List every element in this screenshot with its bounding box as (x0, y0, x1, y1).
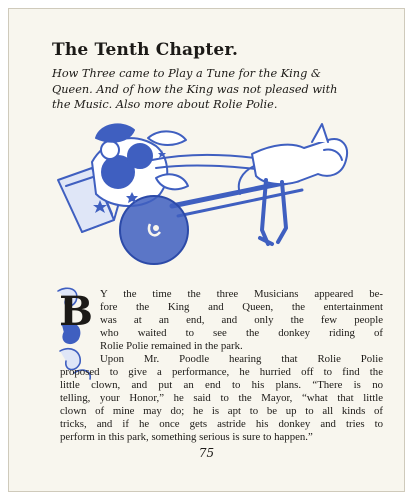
text-line: perform in this park, something serious is sure to happen.” (60, 431, 313, 443)
clown-cart-illustration (52, 120, 352, 280)
paragraph-1 (100, 288, 383, 353)
paragraph-2 (60, 353, 383, 444)
text-line: fore the King and Queen, the entertainment (100, 301, 383, 313)
text-line: little clown, and put an end to his plans. “There is no (60, 379, 383, 391)
text-line: Rolie Polie remained in the park. (100, 340, 243, 352)
text-line: proposed to give a performance, he hurried off to find the (60, 366, 383, 378)
text-line: Upon Mr. Poodle hearing that Rolie Polie (100, 353, 383, 365)
drop-cap-letter: B (59, 288, 93, 335)
subtitle-line: the Music. Also more about Rolie Polie. (52, 98, 278, 111)
subtitle-line: Queen. And of how the King was not pleased with (52, 82, 338, 96)
text-line: tricks, and if he once gets astride his donkey and tries to (60, 418, 383, 430)
text-line: telling, your Honor,” he said to the Mayor, “what that little (60, 392, 383, 404)
text-line: who waited to see the donkey riding of (100, 327, 383, 339)
text-line: Y the time the three Musicians appeared be- (100, 288, 383, 300)
text-line: clown of mine may do; he is apt to be up to all kinds of (60, 405, 383, 417)
chapter-subtitle (52, 66, 372, 113)
text-line: was at an end, and only the few people (100, 314, 383, 326)
page-number: 75 (198, 446, 215, 460)
chapter-title: The Tenth Chapter. (52, 40, 239, 60)
subtitle-line: How Three came to Play a Tune for the King & (52, 67, 321, 80)
